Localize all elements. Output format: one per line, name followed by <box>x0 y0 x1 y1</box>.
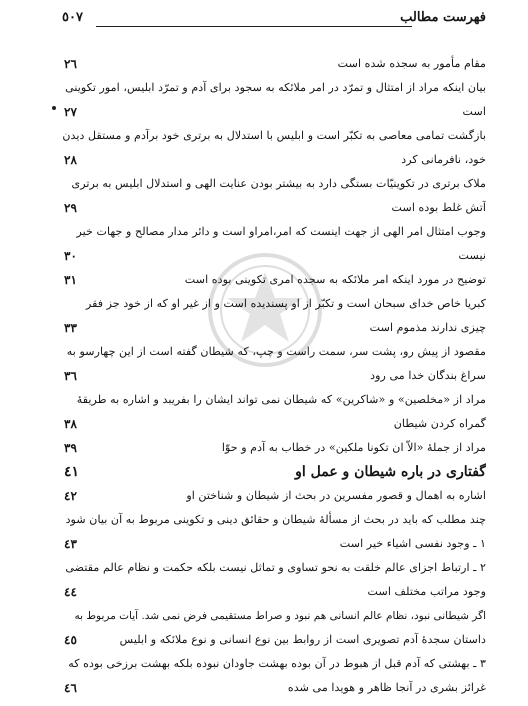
entry-text: بیان اینکه مراد از امتثال و تمرّد در امر ملائکه به سجود برای آدم و تمرّد ابلیس، امور تکوینی <box>65 81 486 94</box>
entry-text: چیزی ندارند مذموم است <box>369 321 486 334</box>
entry-text: مقام مأمور به سجده شده است <box>337 57 486 70</box>
entry-page-number: ٤٢ <box>64 489 77 503</box>
entry-text: گمراه کردن شیطان <box>393 417 486 430</box>
entry-text: ١ ـ وجود نفسی اشیاء خیر است <box>339 537 486 550</box>
entry-page-number: ٤٤ <box>64 585 77 599</box>
chapter-title: گفتاری در باره شیطان و عمل او <box>295 464 486 480</box>
entry-text: مقصود از پیش رو، پشت سر، سمت راست و چپ، که شیطان گفته است از این چهارسو به <box>66 345 486 358</box>
entry-text: است <box>462 105 486 118</box>
header-rule <box>96 26 412 27</box>
entry-text: چند مطلب که باید در بحث از مسألۀ شیطان و حقائق دینی و تکوینی مربوط به آن بیان شود <box>65 513 486 526</box>
entry-text: داستان سجدۀ آدم تصویری است از روابط بین نوع انسانی و نوع ملائکه و ابلیس <box>119 633 486 646</box>
entry-text: توضیح در مورد اینکه امر ملائکه به سجده امری تکوینی بوده است <box>184 273 486 286</box>
page-number: ٥٠٧ <box>62 10 83 25</box>
entry-page-number: ٤٥ <box>64 633 77 647</box>
page-header <box>62 8 486 34</box>
entry-text: مراد از «مخلصین» و «شاکرین» که شیطان نمی تواند ایشان را بفریبد و اشاره به طریقۀ <box>76 393 486 406</box>
entry-page-number: ٤٣ <box>64 537 77 551</box>
entry-page-number: ٣٣ <box>64 321 77 335</box>
entry-text: ٢ ـ ارتباط اجزای عالم خلقت به نحو تساوی و تماثل نیست بلکه حکمت و نظام عالم مقتضی <box>65 561 486 574</box>
entry-text: کبریا خاص خدای سبحان است و تکبّر از او پسندیده است و از غیر او که از خود جز فقر <box>85 297 486 310</box>
entry-page-number: ٤١ <box>64 464 80 480</box>
entry-text: غرائز بشری در آنجا ظاهر و هویدا می شده <box>287 681 486 694</box>
entry-page-number: ٣٦ <box>64 369 77 383</box>
entry-text: اشاره به اهمال و قصور مفسرین در بحث از شیطان و شناختن او <box>186 489 486 502</box>
entry-text: وجوب امتثال امر الهی از جهت اینست که امر،امراو است و دائر مدار مصالح و جهات خیر <box>76 225 486 238</box>
entry-text: ملاک برتری در تکوینیّات بستگی دارد به بیشتر بودن عنایت الهی و استدلال ابلیس به برتری <box>71 177 486 190</box>
entry-page-number: ٣٨ <box>64 417 77 431</box>
margin-dot <box>52 106 56 110</box>
entry-text: مراد از جملۀ «الاّ ان تکونا ملکین» در خطاب به آدم و حوّا <box>221 441 486 454</box>
entry-text: وجود مراتب مختلف است <box>367 585 486 598</box>
header-title: فهرست مطالب <box>400 10 486 25</box>
entry-page-number: ٣١ <box>64 273 77 287</box>
entry-page-number: ٢٨ <box>64 153 77 167</box>
table-of-contents <box>62 36 486 698</box>
entry-text: خود، نافرمانی کرد <box>401 153 486 166</box>
entry-page-number: ٢٦ <box>64 57 77 71</box>
entry-text: سراغ بندگان خدا می رود <box>370 369 486 382</box>
entry-page-number: ٤٦ <box>64 681 77 695</box>
entry-text: آتش غلط بوده است <box>391 201 486 214</box>
entry-text: اگر شیطانی نبود، نظام عالم انسانی هم نبود و صراط مستقیمی فرض نمی شد. آیات مربوط به <box>74 610 486 622</box>
entry-page-number: ٢٧ <box>64 105 77 119</box>
entry-page-number: ٢٩ <box>64 201 77 215</box>
entry-page-number: ٣٠ <box>64 249 77 263</box>
entry-text: ٣ ـ بهشتی که آدم قبل از هبوط در آن بوده بهشت جاودان نبوده بلکه بهشت برزخی بوده که <box>68 657 486 670</box>
entry-text: نیست <box>458 249 486 262</box>
entry-page-number: ٣٩ <box>64 441 77 455</box>
entry-text: بازگشت تمامی معاصی به تکبّر است و ابلیس با استدلال به برتری خود برآدم و مستقل دیدن <box>62 129 486 142</box>
